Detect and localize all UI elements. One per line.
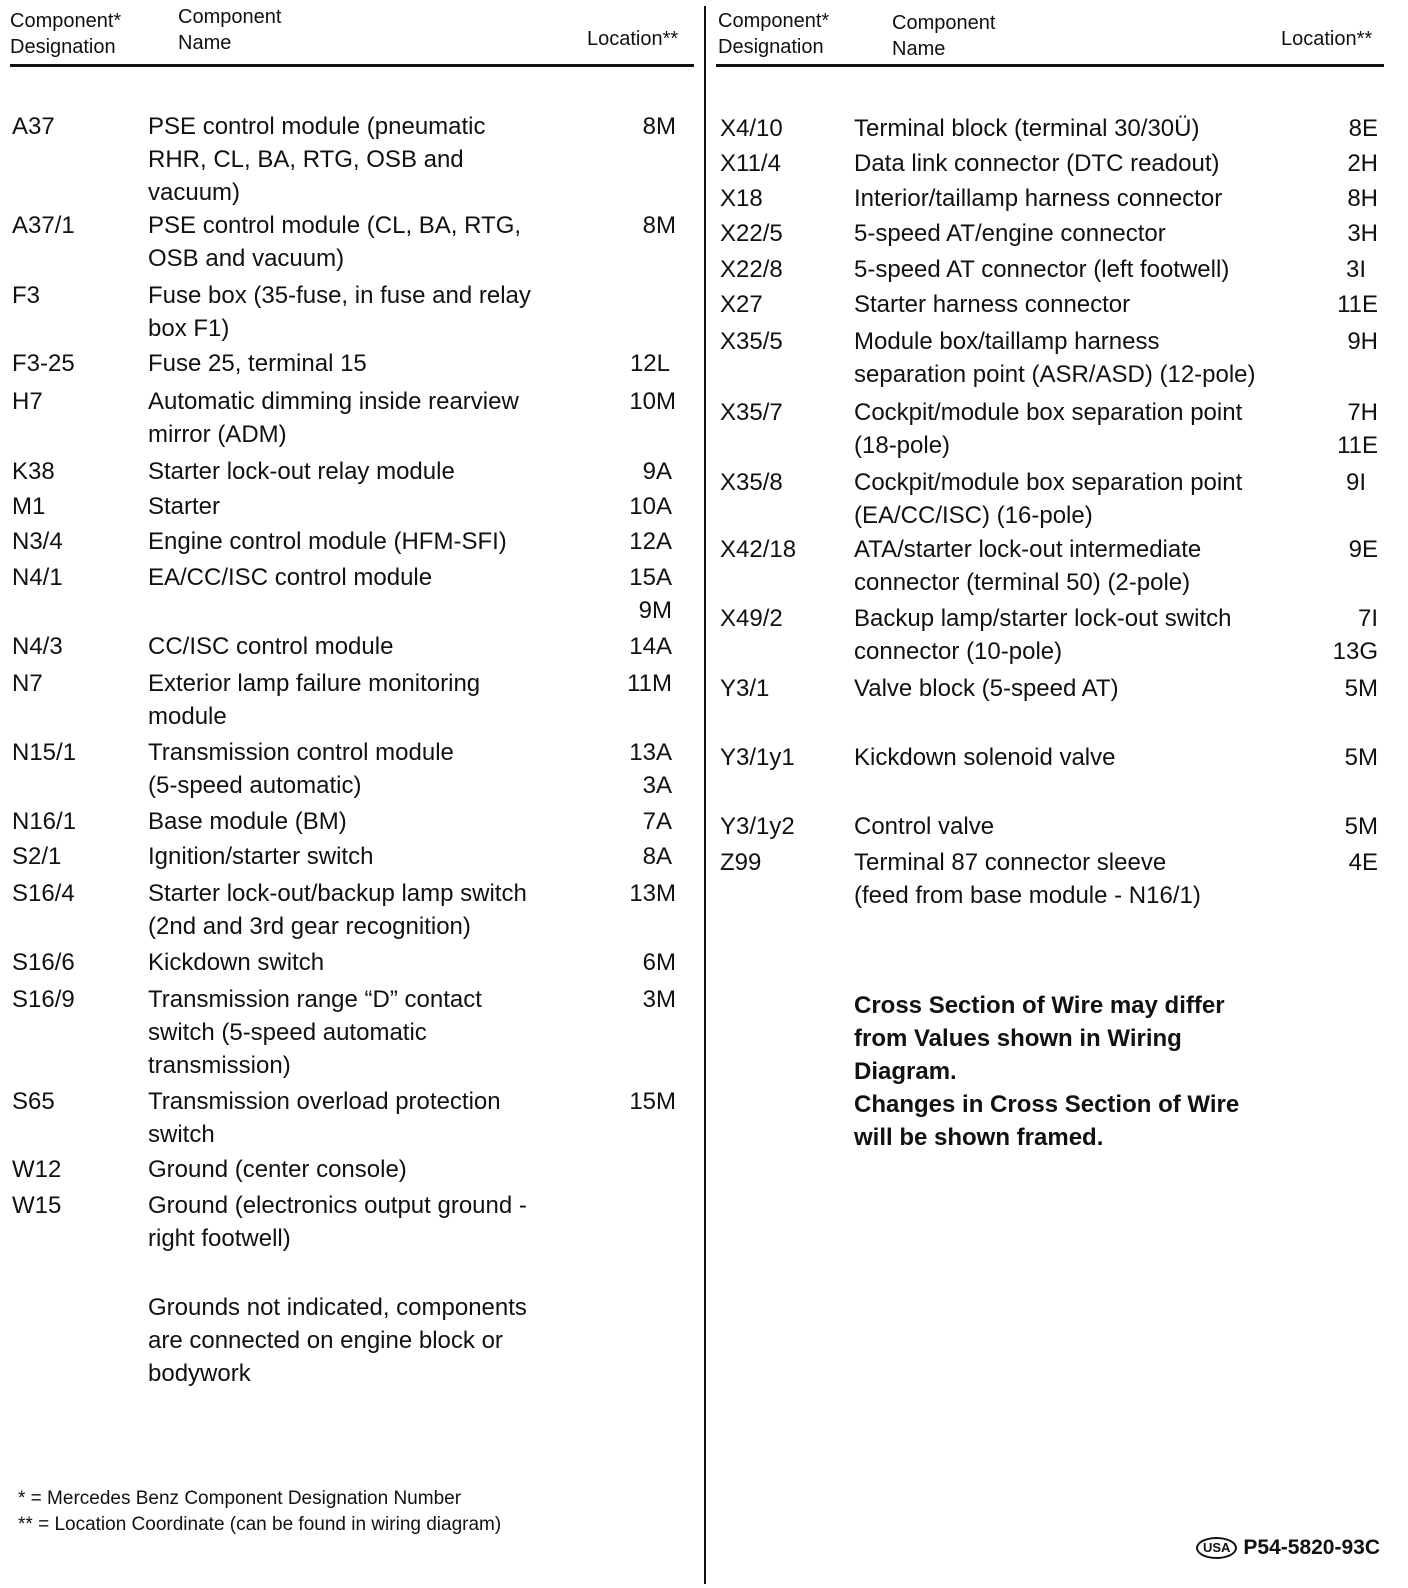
row-designation: A37/1 [12, 212, 75, 239]
row-location: 8M [642, 113, 676, 140]
row-name: Engine control module (HFM-SFI) [148, 528, 507, 555]
row-location: 6M [642, 949, 676, 976]
row-location: 12A [629, 528, 672, 555]
row-location: 9I [1345, 469, 1366, 496]
row-designation: F3 [12, 282, 41, 309]
row-designation: X27 [720, 291, 763, 318]
row-designation: X11/4 [720, 150, 781, 177]
header-location-left: Location** [587, 28, 679, 50]
row-location: 9H [1347, 328, 1378, 355]
row-designation: S16/9 [12, 986, 75, 1013]
row-name: Kickdown solenoid valve [854, 744, 1116, 771]
row-designation: F3-25 [12, 350, 75, 377]
row-location: 15A 9M [629, 564, 672, 624]
row-designation: H7 [12, 388, 43, 415]
row-name: Terminal block (terminal 30/30Ü) [854, 115, 1200, 142]
row-name: Transmission range “D” contact switch (5-speed automatic transmission) [148, 986, 482, 1079]
column-divider [704, 6, 706, 1584]
row-name: Base module (BM) [148, 808, 347, 835]
row-name: Transmission overload protection switch [148, 1088, 501, 1148]
row-location: 7A [642, 808, 672, 835]
row-name: PSE control module (pneumatic RHR, CL, BA, RTG, OSB and vacuum) [148, 113, 486, 206]
row-name: PSE control module (CL, BA, RTG, OSB and vacuum) [148, 212, 522, 272]
row-location: 7H 11E [1337, 399, 1378, 459]
row-designation: X18 [720, 185, 763, 212]
row-designation: N7 [12, 670, 43, 697]
row-designation: N3/4 [12, 528, 63, 555]
header-rule-left [10, 64, 694, 67]
row-designation: X35/5 [720, 328, 783, 355]
row-designation: S65 [12, 1088, 55, 1115]
row-name: Ground (center console) [148, 1156, 407, 1183]
row-location: 8H [1347, 185, 1378, 212]
row-location: 15M [629, 1088, 676, 1115]
row-name: Interior/taillamp harness connector [854, 185, 1223, 212]
row-name: 5-speed AT connector (left footwell) [854, 256, 1230, 283]
row-designation: Y3/1y1 [720, 744, 795, 771]
wire-cross-section-note: Cross Section of Wire may differ from Values shown in Wiring Diagram. Changes in Cross Section of Wire will be shown framed. [854, 992, 1240, 1151]
row-name: Ground (electronics output ground - right footwell) [148, 1192, 527, 1252]
row-designation: X22/5 [720, 220, 783, 247]
row-name: Starter [148, 493, 221, 520]
header-designation-left: Component* Designation [10, 10, 122, 58]
row-location: 13A 3A [629, 739, 672, 799]
row-name: Control valve [854, 813, 995, 840]
header-name-right: Component Name [892, 12, 996, 60]
row-location: 10M [629, 388, 676, 415]
row-name: Ignition/starter switch [148, 843, 374, 870]
row-designation: M1 [12, 493, 46, 520]
row-location: 12L [629, 350, 670, 377]
row-name: Cockpit/module box separation point (18-pole) [854, 399, 1243, 459]
row-name: Starter harness connector [854, 291, 1131, 318]
row-designation: Y3/1 [720, 675, 770, 702]
header-designation-right: Component* Designation [718, 10, 830, 58]
row-location: 8A [642, 843, 672, 870]
row-designation: S16/6 [12, 949, 75, 976]
row-designation: S2/1 [12, 843, 62, 870]
row-name: Kickdown switch [148, 949, 325, 976]
header-rule-right [716, 64, 1384, 67]
row-location: 8M [642, 212, 676, 239]
row-name: Starter lock-out relay module [148, 458, 455, 485]
row-location: 2H [1347, 150, 1378, 177]
row-location: 11M [627, 670, 672, 697]
row-designation: X35/7 [720, 399, 783, 426]
row-designation: N15/1 [12, 739, 77, 766]
row-location: 3H [1347, 220, 1378, 247]
row-designation: W12 [12, 1156, 62, 1183]
row-location: 9A [642, 458, 672, 485]
row-designation: K38 [12, 458, 55, 485]
row-name: Module box/taillamp harness separation point (ASR/ASD) (12-pole) [854, 328, 1256, 388]
row-location: 5M [1344, 675, 1378, 702]
row-name: ATA/starter lock-out intermediate connector (terminal 50) (2-pole) [854, 536, 1202, 596]
row-name: Transmission control module (5-speed automatic) [148, 739, 454, 799]
grounds-note: Grounds not indicated, components are connected on engine block or bodywork [148, 1294, 527, 1387]
row-name: Valve block (5-speed AT) [854, 675, 1119, 702]
row-location: 3M [642, 986, 676, 1013]
row-location: 13M [629, 880, 676, 907]
row-name: Starter lock-out/backup lamp switch (2nd and 3rd gear recognition) [148, 880, 527, 940]
row-designation: Y3/1y2 [720, 813, 795, 840]
row-designation: N4/1 [12, 564, 63, 591]
row-location: 5M [1344, 744, 1378, 771]
row-name: EA/CC/ISC control module [148, 564, 433, 591]
row-location: 9E [1348, 536, 1378, 563]
footnote-location: ** = Location Coordinate (can be found in wiring diagram) [18, 1514, 502, 1535]
doc-code-text: P54-5820-93C [1243, 1536, 1380, 1559]
footnote-designation: * = Mercedes Benz Component Designation Number [18, 1488, 462, 1509]
row-name: Terminal 87 connector sleeve (feed from base module - N16/1) [854, 849, 1201, 909]
document-code [1196, 1536, 1380, 1560]
row-designation: A37 [12, 113, 55, 140]
row-location: 10A [629, 493, 672, 520]
row-designation: N16/1 [12, 808, 77, 835]
usa-logo-icon: USA [1196, 1537, 1237, 1559]
row-designation: W15 [12, 1192, 62, 1219]
row-designation: X22/8 [720, 256, 783, 283]
row-name: Backup lamp/starter lock-out switch connector (10-pole) [854, 605, 1232, 665]
row-location: 4E [1348, 849, 1378, 876]
row-name: CC/ISC control module [148, 633, 394, 660]
row-name: 5-speed AT/engine connector [854, 220, 1166, 247]
row-name: Automatic dimming inside rearview mirror (ADM) [148, 388, 519, 448]
row-location: 11E [1337, 291, 1378, 318]
row-name: Fuse 25, terminal 15 [148, 350, 367, 377]
header-location-right: Location** [1281, 28, 1373, 50]
row-designation: X4/10 [720, 115, 783, 142]
row-designation: X42/18 [720, 536, 797, 563]
row-name: Fuse box (35-fuse, in fuse and relay box F1) [148, 282, 531, 342]
row-designation: Z99 [720, 849, 762, 876]
row-designation: S16/4 [12, 880, 75, 907]
row-name: Exterior lamp failure monitoring module [148, 670, 481, 730]
row-location: 7I 13G [1332, 605, 1378, 665]
row-designation: X35/8 [720, 469, 783, 496]
row-location: 3I [1345, 256, 1366, 283]
row-designation: N4/3 [12, 633, 63, 660]
row-name: Cockpit/module box separation point (EA/CC/ISC) (16-pole) [854, 469, 1243, 529]
row-location: 5M [1344, 813, 1378, 840]
row-location: 14A [629, 633, 672, 660]
row-designation: X49/2 [720, 605, 783, 632]
row-name: Data link connector (DTC readout) [854, 150, 1220, 177]
header-name-left: Component Name [178, 6, 282, 54]
row-location: 8E [1348, 115, 1378, 142]
